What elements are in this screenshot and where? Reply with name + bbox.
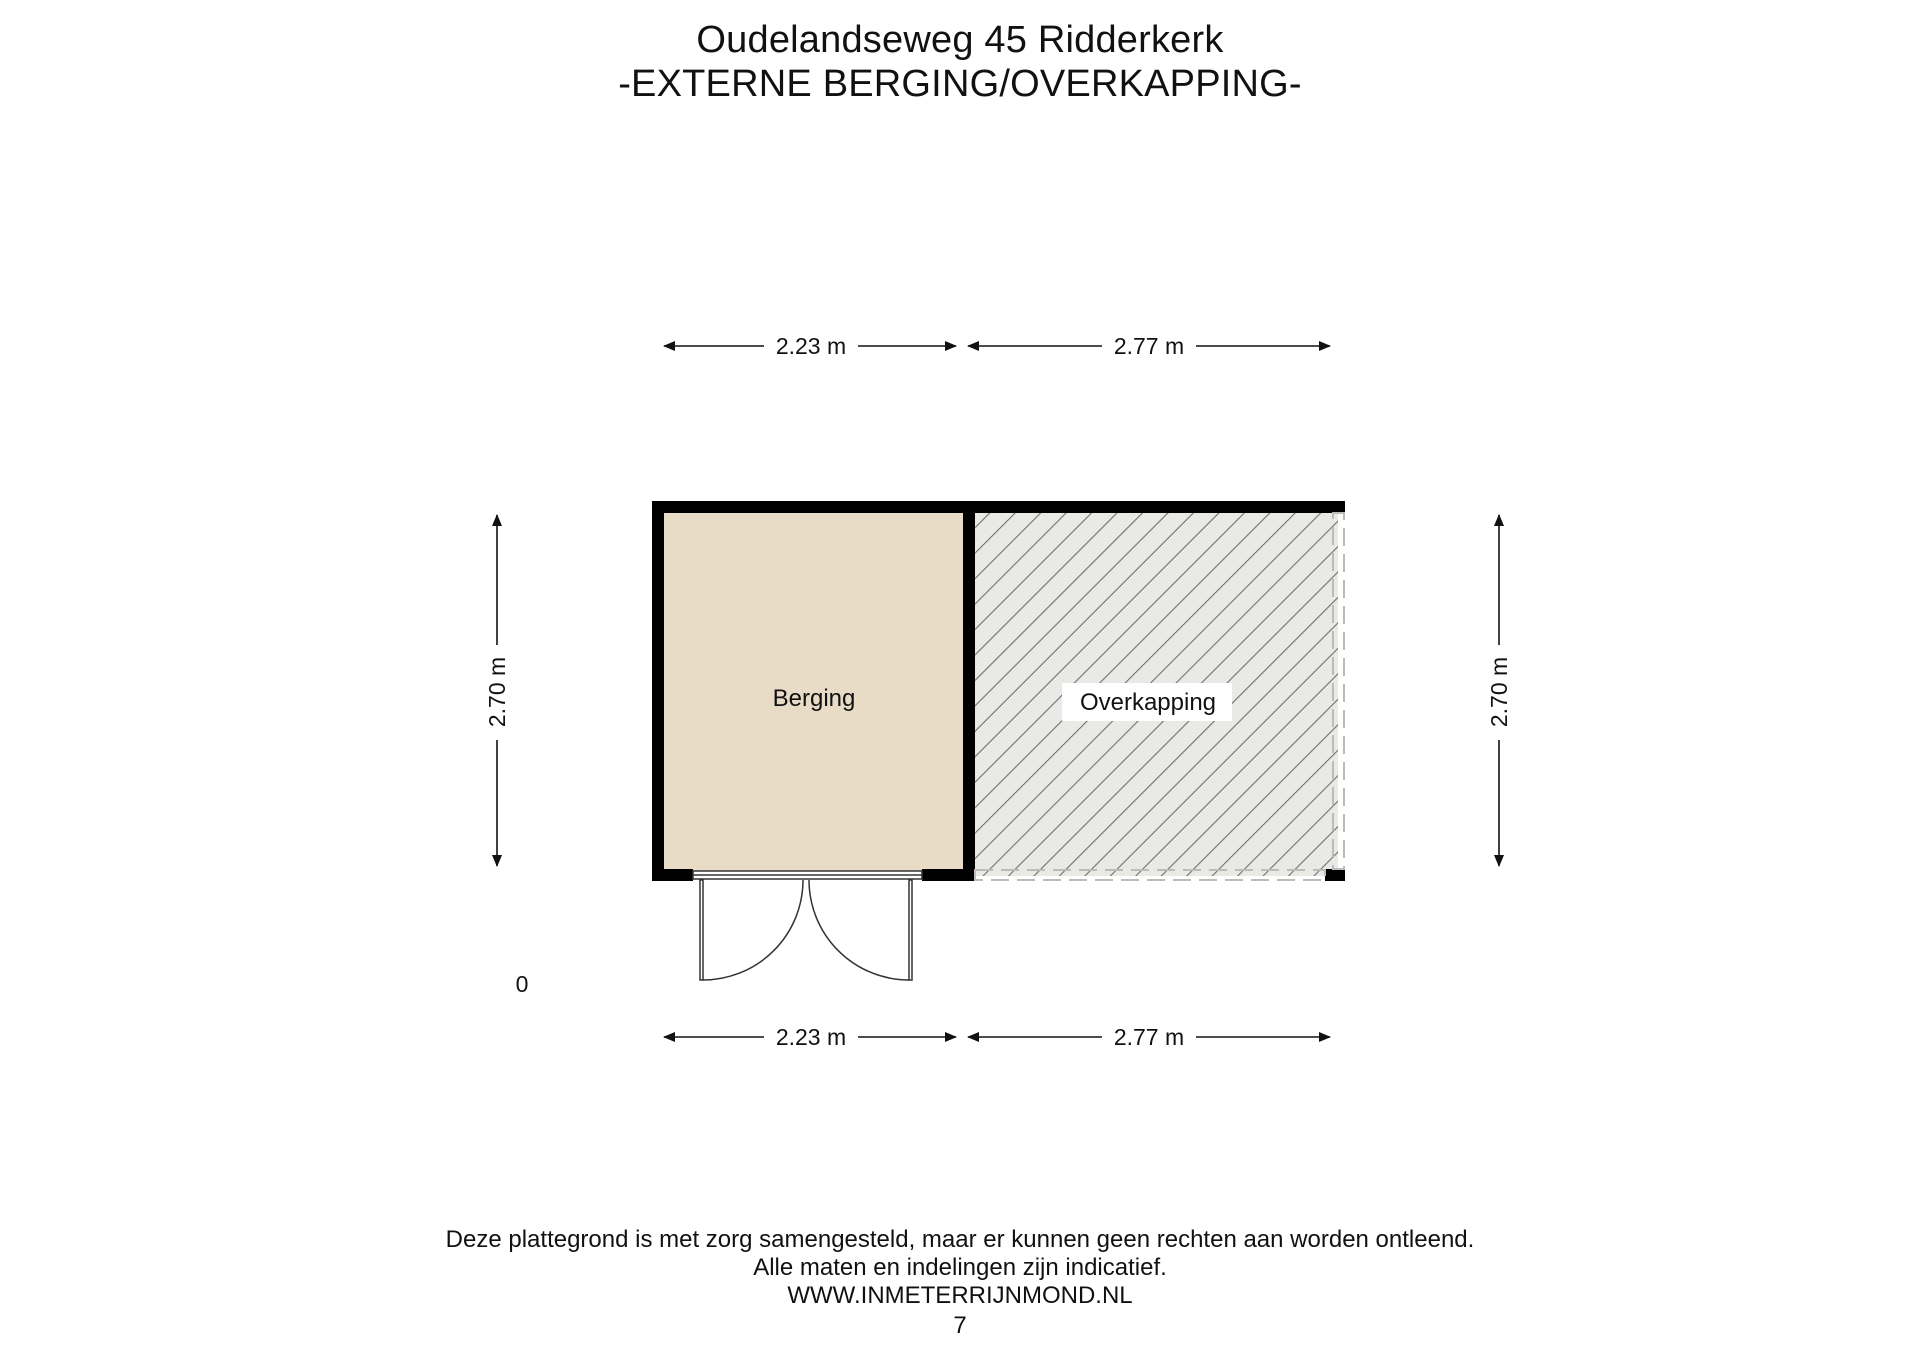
floor-level-marker: 0 <box>515 971 529 997</box>
room-label-berging: Berging <box>772 685 856 712</box>
room-label-overkapping: Overkapping <box>1079 689 1217 716</box>
dim-top-right: 2.77 m <box>1113 333 1185 359</box>
website-link[interactable]: WWW.INMETERRIJNMOND.NL <box>787 1282 1133 1309</box>
post-corner <box>1325 869 1345 881</box>
door-swing-left <box>703 880 803 980</box>
indicative-note: Alle maten en indelingen zijn indicatief. <box>753 1254 1167 1281</box>
disclaimer-text: Deze plattegrond is met zorg samengesteld, maar er kunnen geen rechten aan worden ontleend. <box>445 1226 1475 1253</box>
dim-bottom-right: 2.77 m <box>1113 1024 1185 1050</box>
dim-left-height: 2.70 m <box>484 656 510 728</box>
dim-top-left: 2.23 m <box>775 333 847 359</box>
door-leaf-right <box>909 880 912 980</box>
double-door <box>693 871 922 980</box>
wall-bottom-left <box>652 869 693 881</box>
wall-middle <box>963 501 975 881</box>
page-number: 7 <box>953 1312 967 1339</box>
wall-left <box>652 501 664 881</box>
dim-right-height: 2.70 m <box>1486 656 1512 728</box>
footer <box>0 1226 1920 1340</box>
wall-bottom-right <box>922 869 975 881</box>
wall-top <box>652 501 1345 513</box>
door-leaf-left <box>700 880 703 980</box>
address-title: Oudelandseweg 45 Ridderkerk <box>696 19 1224 61</box>
door-swing-right <box>809 880 909 980</box>
plan-subtitle: -EXTERNE BERGING/OVERKAPPING- <box>618 63 1302 105</box>
dim-bottom-left: 2.23 m <box>775 1024 847 1050</box>
